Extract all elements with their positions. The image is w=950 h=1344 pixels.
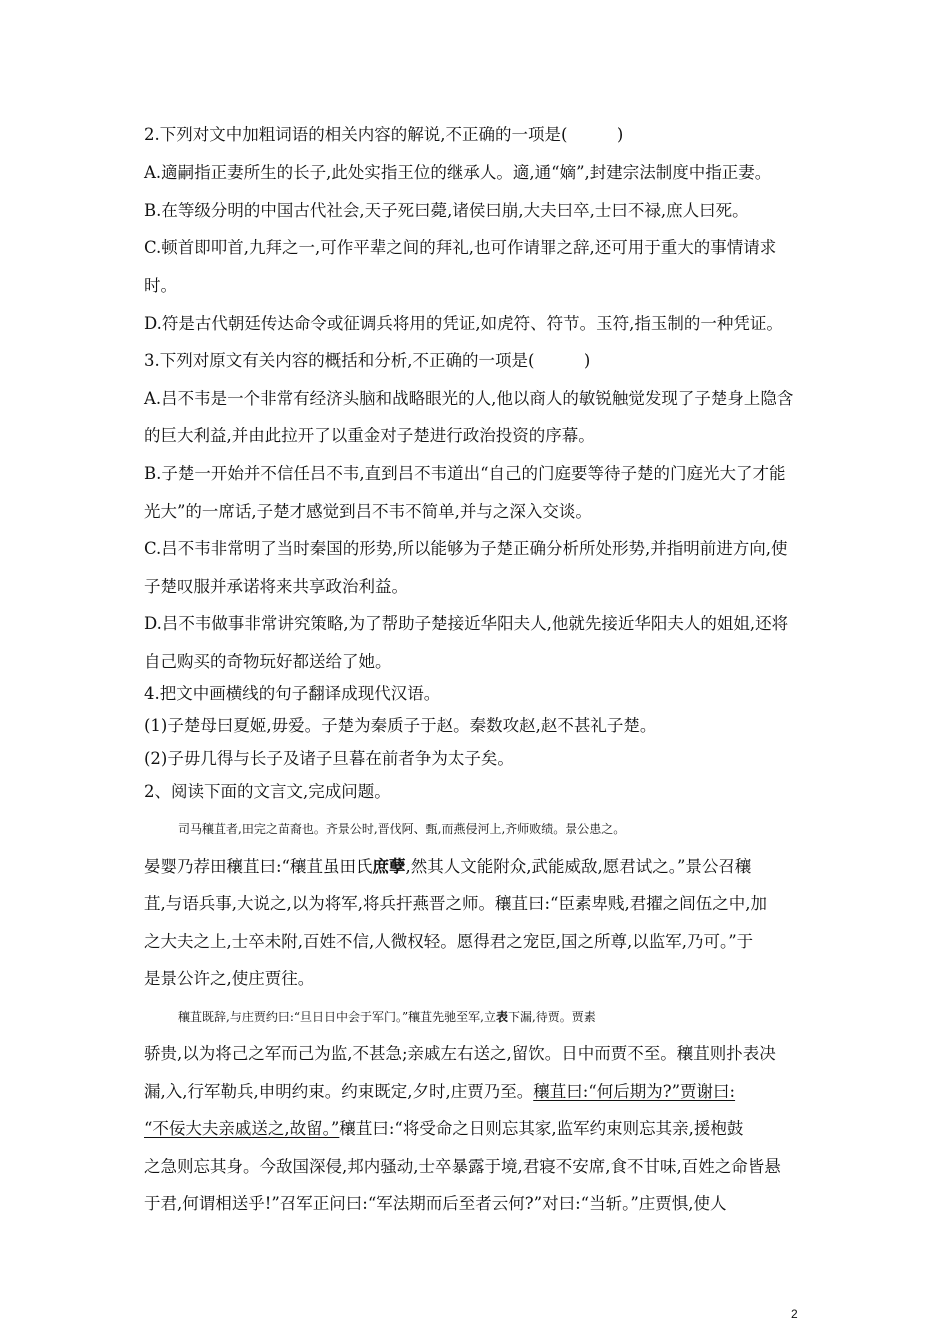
question-2-option-c-line-1: C.顿首即叩首,九拜之一,可作平辈之间的拜礼,也可作请罪之辞,还可用于重大的事情请求 <box>144 238 777 257</box>
passage-line <box>178 1007 848 1027</box>
passage-line <box>144 1082 814 1102</box>
passage-text: 漏,入,行军勒兵,申明约束。约束既定,夕时,庄贾乃至。 <box>144 1082 534 1101</box>
question-4-stem: 4.把文中画横线的句子翻译成现代汉语。 <box>144 684 441 703</box>
question-2-option-a: A.適嗣指正妻所生的长子,此处实指王位的继承人。適,通“嫡”,封建宗法制度中指正妻。 <box>144 163 772 182</box>
question-3-option-b-line-1: B.子楚一开始并不信任吕不韦,直到吕不韦道出“自己的门庭要等待子楚的门庭光大了才能 <box>144 464 786 483</box>
passage-line <box>144 1119 814 1139</box>
bold-term: 表 <box>495 1010 508 1024</box>
question-2-option-c-line-2: 时。 <box>144 276 177 295</box>
passage-text: 穰苴既辞,与庄贾约曰:“旦日日中会于军门。”穰苴先驰至军,立 <box>178 1010 496 1024</box>
question-4-sentence-2: (2)子毋几得与长子及诸子旦暮在前者争为太子矣。 <box>144 749 514 768</box>
underlined-sentence: “不佞大夫亲戚送之,故留。” <box>144 1119 340 1138</box>
underlined-sentence: 穰苴曰:“何后期为?”贾谢曰: <box>533 1082 736 1101</box>
question-3-option-c-line-2: 子楚叹服并承诺将来共享政治利益。 <box>144 577 408 596</box>
question-2-option-d: D.符是古代朝廷传达命令或征调兵将用的凭证,如虎符、符节。玉符,指玉制的一种凭证。 <box>144 314 783 333</box>
question-4-sentence-1: (1)子楚母曰夏姬,毋爱。子楚为秦质子于赵。秦数攻赵,赵不甚礼子楚。 <box>144 716 657 735</box>
passage-line <box>144 857 814 877</box>
bold-term: 庶孽 <box>372 857 406 876</box>
passage-line: 司马穰苴者,田完之苗裔也。齐景公时,晋伐阿、甄,而燕侵河上,齐师败绩。景公患之。 <box>178 822 626 836</box>
question-3-option-d-line-2: 自己购买的奇物玩好都送给了她。 <box>144 652 392 671</box>
page-number: 2 <box>791 1307 798 1321</box>
question-3-option-b-line-2: 光大”的一席话,子楚才感觉到吕不韦不简单,并与之深入交谈。 <box>144 502 592 521</box>
passage-line: 苴,与语兵事,大说之,以为将军,将兵扞燕晋之师。穰苴曰:“臣素卑贱,君擢之闾伍之中,加 <box>144 894 767 913</box>
passage-text: 晏婴乃荐田穰苴曰:“穰苴虽田氏 <box>144 857 373 876</box>
passage-line: 之急则忘其身。今敌国深侵,邦内骚动,士卒暴露于境,君寝不安席,食不甘味,百姓之命皆悬 <box>144 1157 781 1176</box>
passage-text: 下漏,待贾。贾素 <box>507 1010 596 1024</box>
question-3-option-c-line-1: C.吕不韦非常明了当时秦国的形势,所以能够为子楚正确分析所处形势,并指明前进方向,使 <box>144 539 788 558</box>
passage-line: 是景公许之,使庄贾往。 <box>144 969 315 988</box>
question-3-option-a-line-1: A.吕不韦是一个非常有经济头脑和战略眼光的人,他以商人的敏锐触觉发现了子楚身上隐含 <box>144 389 794 408</box>
question-3-option-a-line-2: 的巨大利益,并由此拉开了以重金对子楚进行政治投资的序幕。 <box>144 426 595 445</box>
passage-text: ,然其人文能附众,武能威敌,愿君试之。”景公召穰 <box>405 857 752 876</box>
question-3-stem: 3.下列对原文有关内容的概括和分析,不正确的一项是( ) <box>144 351 591 370</box>
section-heading: 2、阅读下面的文言文,完成问题。 <box>144 782 391 801</box>
passage-line: 于君,何谓相送乎!”召军正问曰:“军法期而后至者云何?”对曰:“当斩。”庄贾惧,使人 <box>144 1194 727 1213</box>
question-2-option-b: B.在等级分明的中国古代社会,天子死曰薨,诸侯曰崩,大夫曰卒,士曰不禄,庶人曰死。 <box>144 201 749 220</box>
passage-text: 穰苴曰:“将受命之日则忘其家,监军约束则忘其亲,援枹鼓 <box>339 1119 744 1138</box>
passage-line: 骄贵,以为将己之军而己为监,不甚急;亲戚左右送之,留饮。日中而贾不至。穰苴则扑表决 <box>144 1044 776 1063</box>
passage-line: 之大夫之上,士卒未附,百姓不信,人微权轻。愿得君之宠臣,国之所尊,以监军,乃可。”于 <box>144 932 754 951</box>
question-3-option-d-line-1: D.吕不韦做事非常讲究策略,为了帮助子楚接近华阳夫人,他就先接近华阳夫人的姐姐,还将 <box>144 614 789 633</box>
question-2-stem: 2.下列对文中加粗词语的相关内容的解说,不正确的一项是( ) <box>144 125 624 144</box>
